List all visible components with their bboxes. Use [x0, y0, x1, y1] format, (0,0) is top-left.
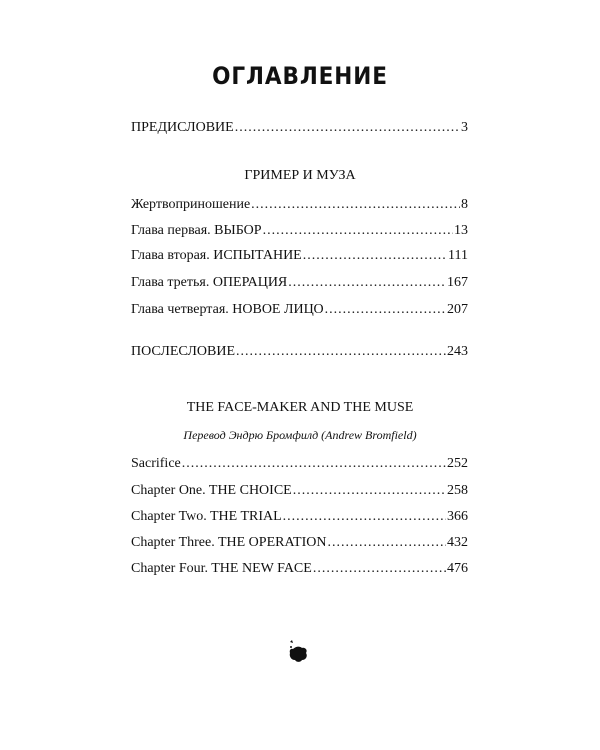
toc-entry-label: Chapter Four. THE NEW FACE [131, 561, 312, 576]
toc-entry-page: 476 [447, 561, 468, 576]
toc-entry[interactable] [131, 534, 468, 552]
toc-entry-page: 111 [448, 248, 468, 263]
toc-entry-page: 432 [447, 535, 468, 550]
toc-entry-label: Chapter Two. THE TRIAL [131, 509, 282, 524]
toc-entry[interactable] [131, 274, 468, 292]
leader-dots [283, 508, 446, 526]
toc-entry-label: Глава первая. ВЫБОР [131, 223, 262, 238]
toc-entry[interactable] [131, 222, 468, 240]
leader-dots [251, 196, 460, 214]
page-title: ОГЛАВЛЕНИЕ [212, 62, 388, 90]
toc-entry-label: Глава вторая. ИСПЫТАНИЕ [131, 248, 302, 263]
toc-entry-page: 252 [447, 456, 468, 471]
toc-entry[interactable] [131, 301, 468, 319]
toc-entry-page: 243 [447, 344, 468, 359]
toc-entry-page: 207 [447, 302, 468, 317]
toc-entry-page: 3 [461, 120, 468, 135]
leader-dots [327, 534, 446, 552]
toc-entry[interactable] [131, 508, 468, 526]
toc-entry-page: 8 [461, 197, 468, 212]
toc-entry-label: ПРЕДИСЛОВИЕ [131, 120, 234, 135]
leader-dots [293, 482, 446, 500]
leader-dots [313, 560, 446, 578]
toc-entry-page: 366 [447, 509, 468, 524]
leader-dots [236, 343, 446, 361]
toc-entry-label: Chapter Three. THE OPERATION [131, 535, 327, 550]
leader-dots [303, 247, 447, 265]
leader-dots [288, 274, 446, 292]
leader-dots [325, 301, 446, 319]
toc-entry-label: Chapter One. THE CHOICE [131, 483, 292, 498]
toc-entry-afterword[interactable] [131, 343, 468, 361]
toc-entry[interactable] [131, 482, 468, 500]
toc-entry[interactable] [131, 455, 468, 473]
ink-blot-icon [287, 640, 309, 664]
toc-entry-label: Глава четвертая. НОВОЕ ЛИЦО [131, 302, 324, 317]
leader-dots [263, 222, 453, 240]
toc-entry-page: 167 [447, 275, 468, 290]
leader-dots [182, 455, 446, 473]
toc-entry-preface[interactable] [131, 119, 468, 137]
toc-entry[interactable] [131, 247, 468, 265]
toc-entry-label: Sacrifice [131, 456, 181, 471]
toc-entry[interactable] [131, 560, 468, 578]
toc-entry-label: Глава третья. ОПЕРАЦИЯ [131, 275, 288, 290]
toc-entry[interactable] [131, 196, 468, 214]
toc-entry-label: ПОСЛЕСЛОВИЕ [131, 344, 236, 359]
translator-credit: Перевод Эндрю Бромфилд (Andrew Bromfield) [183, 428, 417, 442]
toc-entry-page: 13 [454, 223, 468, 238]
section-heading-part2: THE FACE-MAKER AND THE MUSE [186, 400, 414, 415]
leader-dots [235, 119, 460, 137]
section-heading-part1: ГРИМЕР И МУЗА [244, 168, 356, 183]
toc-entry-label: Жертвоприношение [131, 197, 251, 212]
toc-entry-page: 258 [447, 483, 468, 498]
